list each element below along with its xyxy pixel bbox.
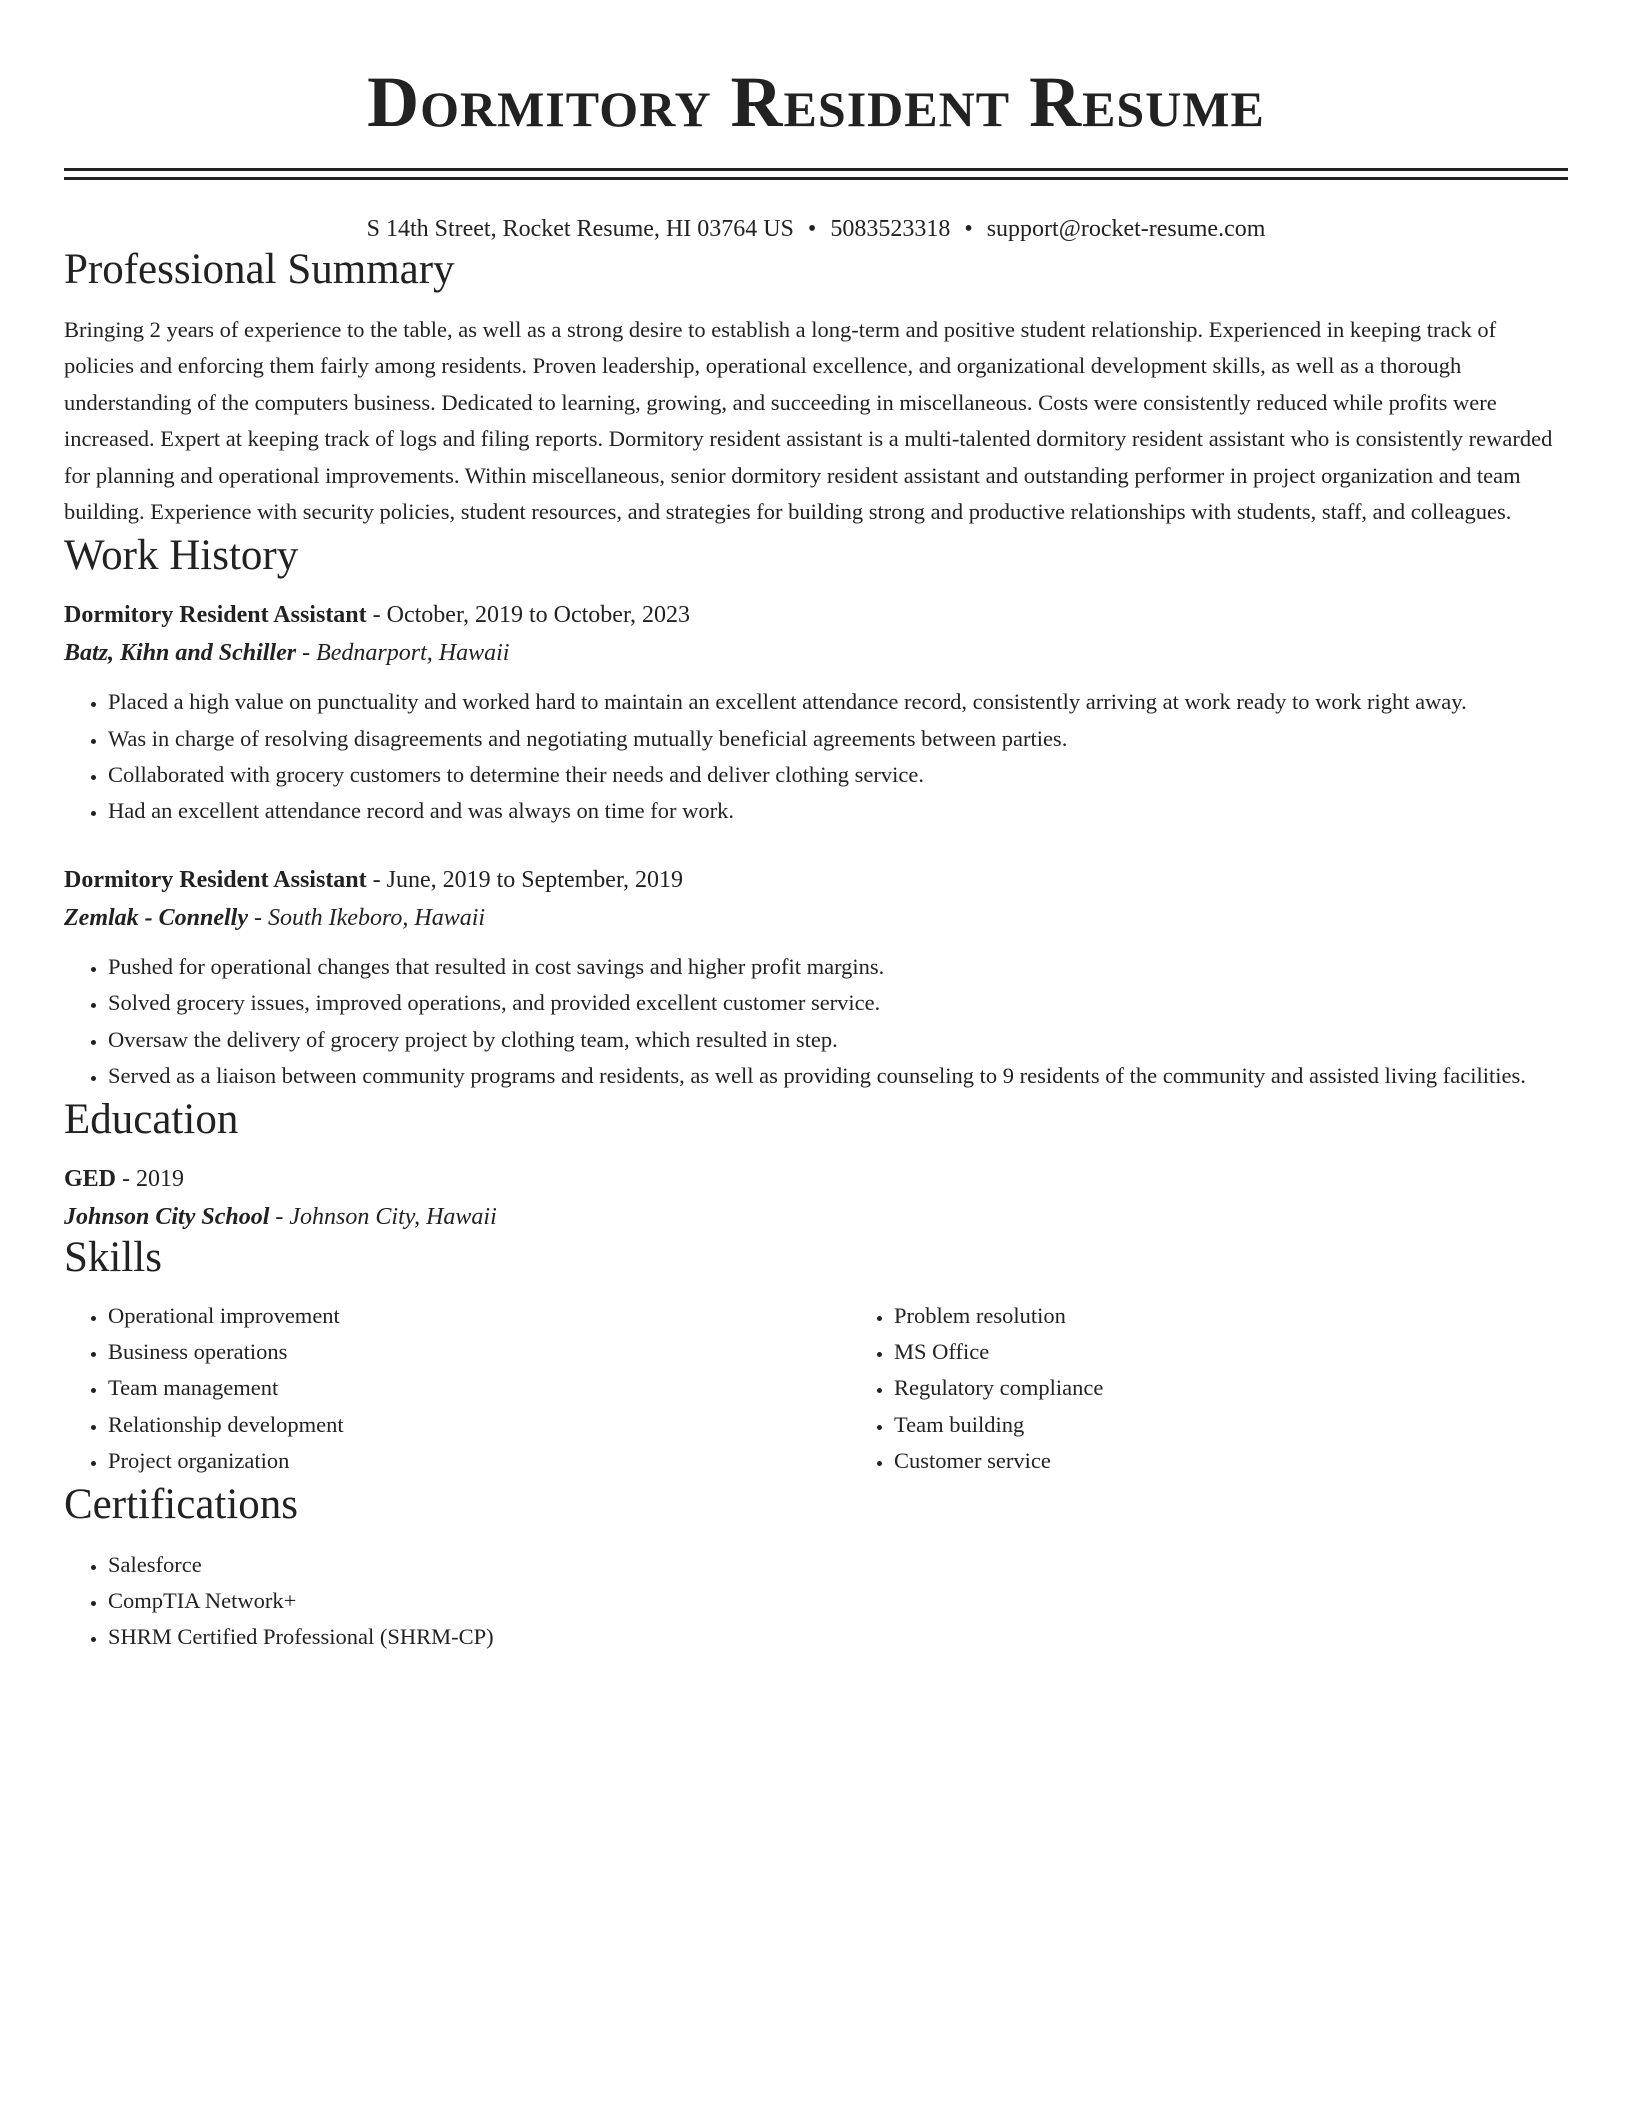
skill-item: • Business operations (108, 1334, 850, 1370)
certification-item: • SHRM Certified Professional (SHRM-CP) (108, 1619, 1568, 1655)
skill-item: • Team building (894, 1407, 1103, 1443)
skill-item: • Project organization (108, 1443, 850, 1479)
job-location: - South Ikeboro, Hawaii (247, 905, 486, 932)
skill-item: • MS Office (894, 1334, 1103, 1370)
job-position: Dormitory Resident Assistant (64, 867, 367, 894)
contact-email: support@rocket-resume.com (986, 216, 1266, 242)
skill-item: • Customer service (894, 1443, 1103, 1479)
job-location: - Bednarport, Hawaii (296, 640, 510, 667)
job-heading (64, 600, 1568, 630)
job-duty: • Was in charge of resolving disagreements and negotiating mutually beneficial agreements between parties. (108, 721, 1568, 757)
title-divider-bottom (64, 177, 1568, 180)
education-institution (64, 1202, 1568, 1232)
job-duty: • Placed a high value on punctuality and worked hard to maintain an excellent attendance record, consistently arriving at work ready to work right away. (108, 684, 1568, 720)
section-title-work-history: Work History (64, 532, 299, 580)
skill-item: • Relationship development (108, 1407, 850, 1443)
job-entry (64, 865, 1568, 1094)
contact-separator: • (964, 216, 973, 242)
skill-item: • Regulatory compliance (894, 1370, 1103, 1406)
job-company: Zemlak - Connelly (64, 905, 248, 932)
job-duty: • Collaborated with grocery customers to determine their needs and deliver clothing service. (108, 757, 1568, 793)
job-duty: • Pushed for operational changes that resulted in cost savings and higher profit margins. (108, 949, 1568, 985)
skill-item: • Operational improvement (108, 1298, 850, 1334)
job-duty: • Solved grocery issues, improved operations, and provided excellent customer service. (108, 985, 1568, 1021)
job-employer (64, 903, 1568, 933)
job-duties-list (64, 684, 1568, 829)
education-degree: GED (64, 1166, 117, 1193)
contact-separator: • (807, 216, 817, 242)
skills-list-right (850, 1298, 1103, 1479)
job-entry (64, 600, 1568, 829)
job-company: Batz, Kihn and Schiller (64, 640, 297, 667)
education-heading (64, 1164, 1568, 1194)
title-divider-top (64, 168, 1568, 171)
job-duty: • Had an excellent attendance record and was always on time for work. (108, 793, 1568, 829)
skill-item: • Problem resolution (894, 1298, 1103, 1334)
section-title-skills: Skills (64, 1234, 162, 1282)
skill-item: • Team management (108, 1370, 850, 1406)
education-year: - 2019 (116, 1166, 185, 1193)
skills-list-left (64, 1298, 850, 1479)
summary-text: Bringing 2 years of experience to the table, as well as a strong desire to establish a long-term and positive student relationship. Experienced in keeping track of policies and enforcing them fairly among residents. Proven leadership, operational excellence, and organizational development skills, as well as a thorough understanding of the computers business. Dedicated to learning, growing, and succeeding in miscellaneous. Costs were consistently reduced while profits were increased. Expert at keeping track of logs and filing reports. Dormitory resident assistant is a multi-talented dormitory resident assistant who is consistently rewarded for planning and operational improvements. Within miscellaneous, senior dormitory resident assistant and outstanding performer in project organization and team building. Experience with security policies, student resources, and strategies for building strong and productive relationships with students, staff, and colleagues. (64, 317, 1553, 525)
job-dates: - October, 2019 to October, 2023 (366, 602, 690, 629)
contact-address: S 14th Street, Rocket Resume, HI 03764 US (366, 216, 794, 242)
certification-item: • Salesforce (108, 1547, 1568, 1583)
education-location: - Johnson City, Hawaii (269, 1204, 497, 1231)
job-duty: • Served as a liaison between community programs and residents, as well as providing counseling to 9 residents of the community and assisted living facilities. (108, 1058, 1568, 1094)
section-title-summary: Professional Summary (64, 246, 455, 293)
job-position: Dormitory Resident Assistant (64, 602, 367, 629)
section-title-education: Education (64, 1096, 239, 1144)
education-school: Johnson City School (64, 1204, 270, 1231)
certification-item: • CompTIA Network+ (108, 1583, 1568, 1619)
contact-phone: 5083523318 (830, 216, 951, 242)
resume-title: Dormitory Resident Resume (367, 62, 1265, 142)
contact-line (64, 214, 1568, 244)
section-title-certifications: Certifications (64, 1481, 299, 1529)
certifications-list (64, 1547, 1568, 1656)
job-dates: - June, 2019 to September, 2019 (366, 867, 683, 894)
job-heading (64, 865, 1568, 895)
job-duties-list (64, 949, 1568, 1094)
skills-grid (64, 1298, 1568, 1479)
job-duty: • Oversaw the delivery of grocery project by clothing team, which resulted in step. (108, 1022, 1568, 1058)
job-employer (64, 638, 1568, 668)
